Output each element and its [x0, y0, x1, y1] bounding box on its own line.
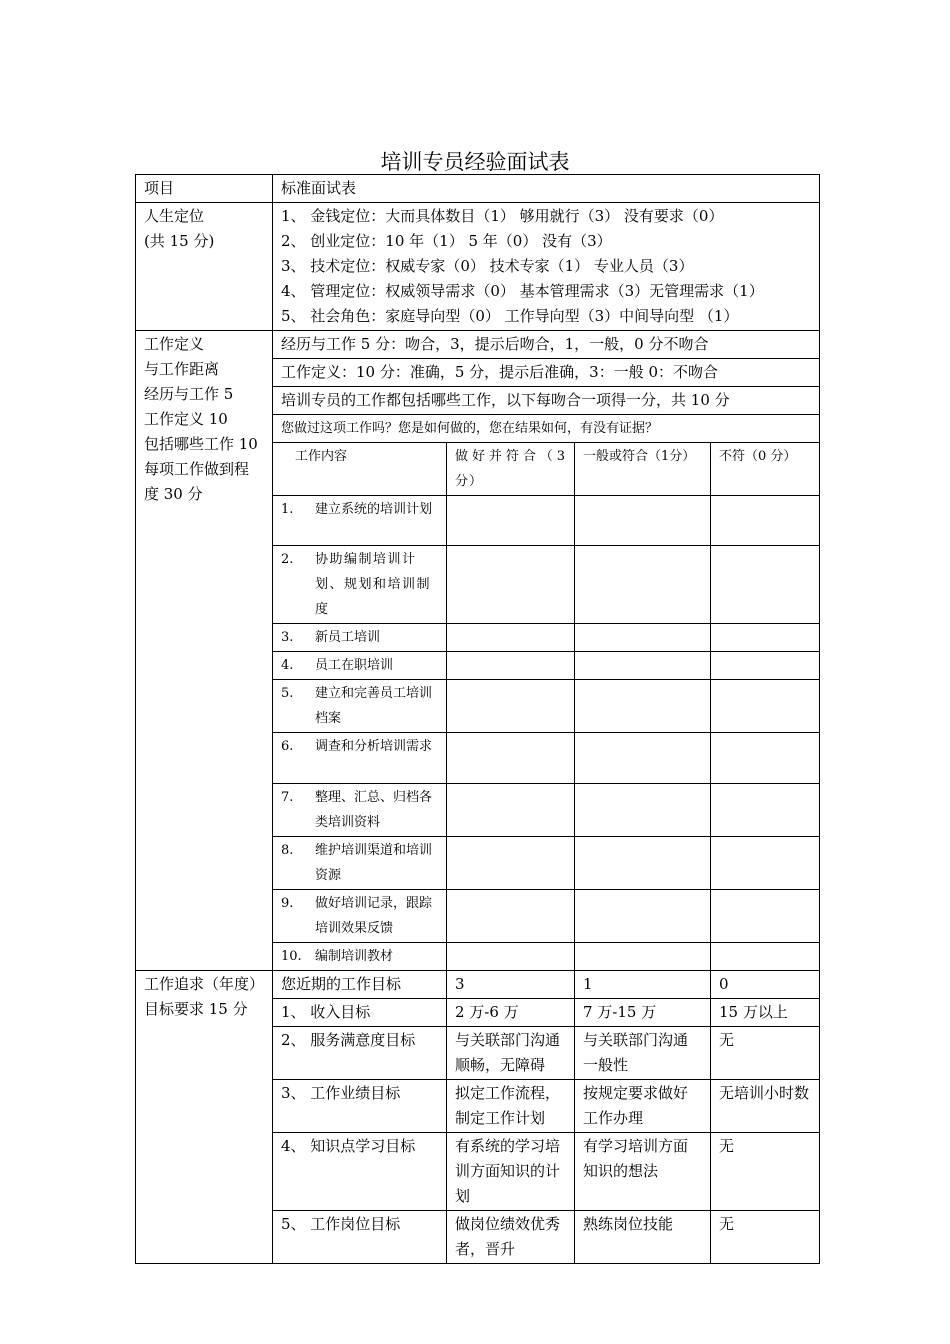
criteria-line: 2、 创业定位：10 年（1） 5 年（0） 没有（3） — [281, 232, 612, 250]
col-partial-match: 一般或符合（1分） — [575, 443, 711, 496]
item-text: 维护培训渠道和培训资源 — [315, 843, 433, 883]
section-work-goals — [136, 971, 820, 999]
score-cell[interactable] — [711, 837, 820, 890]
score-cell[interactable] — [711, 496, 820, 546]
score-cell[interactable] — [711, 652, 820, 680]
goal-level-low: 0 — [711, 971, 820, 999]
score-cell[interactable] — [575, 890, 711, 943]
score-cell[interactable] — [575, 496, 711, 546]
score-cell[interactable] — [447, 680, 575, 733]
scoring-rule: 工作定义：10 分：准确，5 分，提示后准确，3：一般 0：不吻合 — [273, 359, 820, 387]
score-cell[interactable] — [447, 624, 575, 652]
item-text: 建立和完善员工培训档案 — [315, 686, 433, 726]
goal-level-low: 无 — [711, 1211, 820, 1264]
goal-level-mid: 1 — [575, 971, 711, 999]
criteria-line: 4、 管理定位：权威领导需求（0） 基本管理需求（3）无管理需求（1） — [281, 282, 764, 300]
score-cell[interactable] — [447, 943, 575, 971]
score-cell[interactable] — [575, 546, 711, 624]
criteria-line: 5、 社会角色：家庭导向型（0） 工作导向型（3）中间导向型 （1） — [281, 307, 739, 325]
score-cell[interactable] — [575, 733, 711, 784]
goal-level-high: 3 — [447, 971, 575, 999]
section2-label: 工作定义 与工作距离 经历与工作 5 工作定义 10 包括哪些工作 10 每项工作做到程 度 30 分 — [136, 331, 273, 971]
header-item: 项目 — [136, 175, 273, 203]
section1-criteria — [273, 203, 820, 331]
item-number: 3. — [281, 630, 294, 645]
goal-level-high: 拟定工作流程，制定工作计划 — [447, 1080, 575, 1133]
col-work-content: 工作内容 — [273, 443, 447, 496]
item-text: 整理、汇总、归档各类培训资料 — [315, 790, 433, 830]
interview-table — [135, 174, 820, 1264]
goal-level-low: 无 — [711, 1027, 820, 1080]
score-cell[interactable] — [575, 943, 711, 971]
score-cell[interactable] — [447, 890, 575, 943]
score-cell[interactable] — [575, 837, 711, 890]
goal-level-mid: 7 万-15 万 — [575, 999, 711, 1027]
goal-level-high: 2 万-6 万 — [447, 999, 575, 1027]
scoring-rule: 经历与工作 5 分：吻合，3，提示后吻合，1，一般，0 分不吻合 — [273, 331, 820, 359]
col-good-match: 做好并符合（3 分） — [447, 443, 575, 496]
item-text: 编制培训教材 — [315, 949, 394, 964]
item-text: 调查和分析培训需求 — [315, 739, 433, 754]
item-text: 协助编制培训计划、规划和培训制度 — [315, 552, 432, 617]
item-text: 建立系统的培训计划 — [315, 502, 433, 517]
item-number: 9. — [281, 896, 294, 911]
goal-name: 1、 收入目标 — [273, 999, 447, 1027]
item-number: 10. — [281, 949, 302, 964]
goal-level-low: 无培训小时数 — [711, 1080, 820, 1133]
criteria-line: 3、 技术定位：权威专家（0） 技术专家（1） 专业人员（3） — [281, 257, 694, 275]
score-cell[interactable] — [575, 680, 711, 733]
goal-level-high: 有系统的学习培训方面知识的计划 — [447, 1133, 575, 1211]
item-number: 2. — [281, 552, 294, 567]
criteria-line: 1、 金钱定位：大而具体数目（1） 够用就行（3） 没有要求（0） — [281, 207, 724, 225]
goal-name: 2、 服务满意度目标 — [273, 1027, 447, 1080]
goal-level-low: 15 万以上 — [711, 999, 820, 1027]
item-text: 员工在职培训 — [315, 658, 394, 673]
item-text: 做好培训记录，跟踪培训效果反馈 — [315, 896, 433, 936]
score-cell[interactable] — [711, 680, 820, 733]
scoring-rule: 培训专员的工作都包括哪些工作，以下每吻合一项得一分，共 10 分 — [273, 387, 820, 415]
goal-level-high: 与关联部门沟通顺畅，无障碍 — [447, 1027, 575, 1080]
item-text: 新员工培训 — [315, 630, 381, 645]
item-number: 5. — [281, 686, 294, 701]
goal-name: 3、 工作业绩目标 — [273, 1080, 447, 1133]
score-cell[interactable] — [711, 546, 820, 624]
goal-level-high: 做岗位绩效优秀者，晋升 — [447, 1211, 575, 1264]
goal-level-mid: 熟练岗位技能 — [575, 1211, 711, 1264]
section3-label: 工作追求（年度） 目标要求 15 分 — [136, 971, 273, 1264]
score-cell[interactable] — [447, 733, 575, 784]
goal-level-mid: 按规定要求做好工作办理 — [575, 1080, 711, 1133]
col-no-match: 不符（0 分） — [711, 443, 820, 496]
header-standard: 标准面试表 — [273, 175, 820, 203]
goal-level-mid: 有学习培训方面知识的想法 — [575, 1133, 711, 1211]
score-cell[interactable] — [711, 624, 820, 652]
score-cell[interactable] — [447, 784, 575, 837]
goal-name: 您近期的工作目标 — [273, 971, 447, 999]
score-cell[interactable] — [575, 784, 711, 837]
header-row — [136, 175, 820, 203]
score-cell[interactable] — [447, 652, 575, 680]
score-cell[interactable] — [575, 624, 711, 652]
item-number: 7. — [281, 790, 294, 805]
score-cell[interactable] — [447, 546, 575, 624]
score-cell[interactable] — [711, 784, 820, 837]
item-number: 1. — [281, 502, 294, 517]
score-cell[interactable] — [711, 733, 820, 784]
item-number: 8. — [281, 843, 294, 858]
goal-name: 5、 工作岗位目标 — [273, 1211, 447, 1264]
section1-label: 人生定位 (共 15 分) — [136, 203, 273, 331]
goal-name: 4、 知识点学习目标 — [273, 1133, 447, 1211]
question-prompt: 您做过这项工作吗？您是如何做的，您在结果如何，有没有证据？ — [273, 415, 820, 443]
item-number: 4. — [281, 658, 294, 673]
goal-level-mid: 与关联部门沟通一般性 — [575, 1027, 711, 1080]
item-number: 6. — [281, 739, 294, 754]
score-cell[interactable] — [447, 837, 575, 890]
score-cell[interactable] — [711, 890, 820, 943]
section-work-definition — [136, 331, 820, 359]
section-life-position — [136, 203, 820, 331]
page-title: 培训专员经验面试表 — [380, 150, 570, 174]
goal-level-low: 无 — [711, 1133, 820, 1211]
score-cell[interactable] — [711, 943, 820, 971]
score-cell[interactable] — [575, 652, 711, 680]
score-cell[interactable] — [447, 496, 575, 546]
